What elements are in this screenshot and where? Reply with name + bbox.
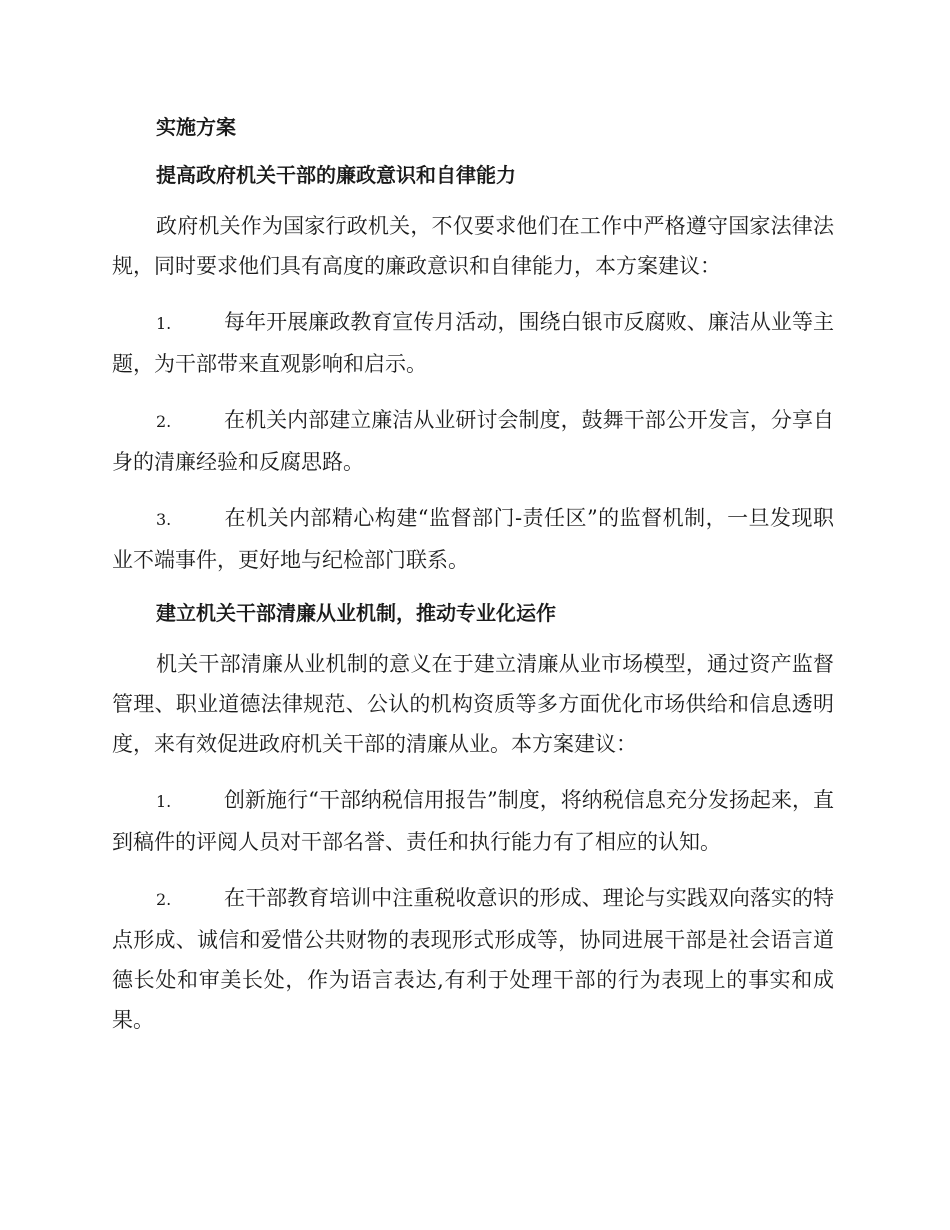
list-item-text: 每年开展廉政教育宣传月活动，围绕白银市反腐败、廉洁从业等主题，为干部带来直观影响和启示。 — [112, 310, 834, 376]
section-heading: 建立机关干部清廉从业机制，推动专业化运作 — [156, 601, 556, 625]
list-item — [112, 400, 834, 482]
list-item-number: 1. — [156, 314, 172, 333]
list-item-number: 2. — [156, 890, 172, 909]
list-item — [112, 780, 834, 862]
document-title: 实施方案 — [156, 115, 236, 139]
list-item — [112, 302, 834, 384]
list-item-text: 创新施行“干部纳税信用报告”制度，将纳税信息充分发扬起来，直到稿件的评阅人员对干部名誉、责任和执行能力有了相应的认知。 — [112, 788, 834, 854]
list-item — [112, 498, 834, 580]
list-item-number: 1. — [156, 792, 172, 811]
list-item — [112, 878, 834, 1040]
section-intro: 政府机关作为国家行政机关，不仅要求他们在工作中严格遵守国家法律法规，同时要求他们具有高度的廉政意识和自律能力，本方案建议： — [112, 214, 834, 278]
list-item-text: 在干部教育培训中注重税收意识的形成、理论与实践双向落实的特点形成、诚信和爱惜公共财物的表现形式形成等，协同进展干部是社会语言道德长处和审美长处，作为语言表达,有利于处理干部的行为表现上的事实和成果。 — [112, 886, 834, 1032]
list-item-number: 2. — [156, 412, 172, 431]
list-item-text: 在机关内部建立廉洁从业研讨会制度，鼓舞干部公开发言，分享自身的清廉经验和反腐思路。 — [112, 408, 834, 474]
section-intro: 机关干部清廉从业机制的意义在于建立清廉从业市场模型，通过资产监督管理、职业道德法律规范、公认的机构资质等多方面优化市场供给和信息透明度，来有效促进政府机关干部的清廉从业。本方案建议： — [112, 652, 834, 756]
list-item-text: 在机关内部精心构建“监督部门-责任区”的监督机制，一旦发现职业不端事件，更好地与纪检部门联系。 — [112, 506, 834, 572]
section-heading: 提高政府机关干部的廉政意识和自律能力 — [156, 163, 516, 187]
list-item-number: 3. — [156, 510, 172, 529]
document-body — [112, 110, 834, 1056]
